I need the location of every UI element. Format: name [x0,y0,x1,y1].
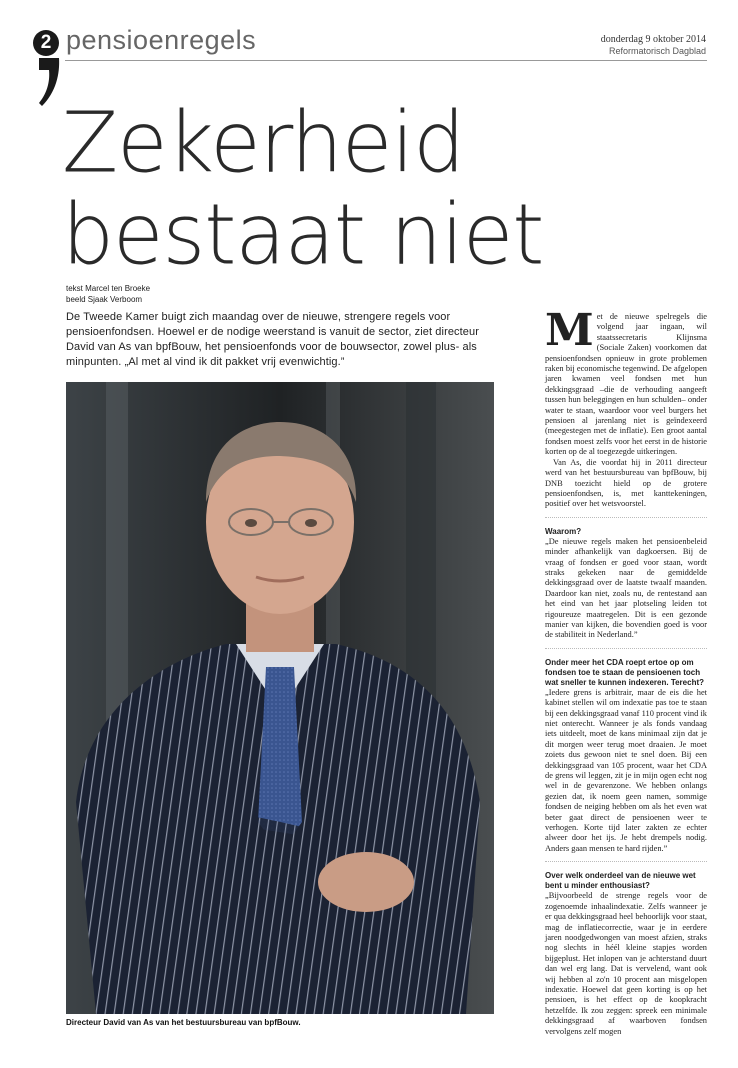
comma-logo-icon [36,56,62,108]
divider [545,861,707,862]
interview-question: Over welk onderdeel van de nieuwe wet bent u minder enthousiast? [545,871,696,891]
interview-answer: „De nieuwe regels maken het pensioenbeleid minder afhankelijk van dagkoersen. Bij de vraag of fondsen er goed voor staan, wordt straks gekeken naar de gemiddelde dekkingsgraad over de laatste twaalf maanden. Daardoor kan niet, zoals nu, de rentestand aan het eind van het jaar plotseling leiden tot rigoureuze maatregelen. Dit is een gezonde manier van kijken, die bovendien goed is voor de stabiliteit in Nederland.” [545,536,707,640]
text-credit: tekst Marcel ten Broeke [66,284,151,293]
newspaper-name: Reformatorisch Dagblad [608,46,706,56]
drop-cap: M [545,305,594,356]
headline-line-2: bestaat niet [62,186,544,284]
divider [545,648,707,649]
portrait-illustration [66,382,494,1014]
divider [545,517,707,518]
article-body [545,305,707,1037]
interview-answer: „Iedere grens is arbitrair, maar de eis die het kabinet stellen wil om indexatie pas toe te staan bij een dekkingsgraad vanaf 110 procent vind ik niet onterecht. Wanneer je als fonds vandaag iets uitdeelt, moet de kans minimaal zijn dat je dit morgen weer terug moet draaien. Je moet zoiets dus gewoon niet te snel doen. Bij een dekkingsgraad van 105 procent, waar het CDA de grens wil leggen, zit je in mijn ogen echt nog wel in de gevarenzone. We hebben onlangs gezien dat, ik noem geen namen, sommige fondsen de neiging hebben om als het even wat beter gaat direct de pensioenen weer te verhogen. Korte tijd later zakten ze echter alweer door het ijs. Je hebt drempels nodig. Anders gaan mensen te hard rijden.” [545,687,707,853]
body-paragraph [545,305,707,458]
body-text: et de nieuwe spelregels die volgend jaar ingaan, wil staatssecretaris Klijnsma (Sociale Zaken) voorkomen dat pensioenfondsen opnieuw in grote problemen raken bij economische tegenwind. De afgelopen jaren kwamen veel fondsen met hun dekkingsgraad –die de verhouding aangeeft tussen hun beleggingen en hun schulden– onder water te staan, waardoor voor veel burgers het pensioen al jarenlang niet is geïndexeerd (meegestegen met de inflatie). Een groot aantal fondsen moest zelfs voor het eerst in de historie korten op de al toegezegde uitkeringen. [545,312,707,457]
interview-question: Onder meer het CDA roept ertoe op om fondsen toe te staan de pensioenen toch wat sneller te kunnen indexeren. Terecht? [545,657,705,687]
photo-caption: Directeur David van As van het bestuursbureau van bpfBouw. [66,1018,301,1027]
page-number-badge: 2 [33,30,59,56]
body-paragraph: Van As, die voordat hij in 2011 directeur werd van het bestuursbureau van bpfBouw, bij DNB toezicht hield op de grotere pensioenfondsen, is, met kanttekeningen, positief over het wetsvoorstel. [545,457,707,509]
interview-answer: „Bijvoorbeeld de strenge regels voor de zogenoemde inhaalindexatie. Zelfs wanneer je er qua dekkingsgraad heel behoorlijk voor staat, mag de inflatiecorrectie, waar je in eerdere jaren noodgedwongen van moest afzien, straks nog slechts in héél kleine stapjes worden bijgeplust. Het inlopen van je achterstand duurt dan wel erg lang. Dat is vervelend, want ook wij hebben al zo'n 10 procent aan misgelopen indexatie. Hoewel dat geen korting is op het pensioen, is het effect op de koopkracht hetzelfde. Ik zou zeggen: spreek een minimale dekkingsgraad af waarboven fondsen vervolgens zelf mogen [545,891,707,1036]
interview-question: Waarom? [545,526,582,536]
photo-credit: beeld Sjaak Verboom [66,295,143,304]
headline-line-1: Zekerheid [62,95,465,193]
section-title: pensioenregels [66,25,257,55]
header-divider [65,60,707,61]
portrait-photo [66,382,494,1014]
issue-date: donderdag 9 oktober 2014 [600,34,706,45]
headline [62,95,544,284]
intro-paragraph: De Tweede Kamer buigt zich maandag over de nieuwe, strengere regels voor pensioenfondsen. Hoewel er de nodige weerstand is vanuit de sector, ziet directeur David van As van bpfBouw, het pensioenfonds voor de bouwsector, zowel plus- als minpunten. „Al met al vind ik dit pakket vrij evenwichtig.” [66,311,480,368]
